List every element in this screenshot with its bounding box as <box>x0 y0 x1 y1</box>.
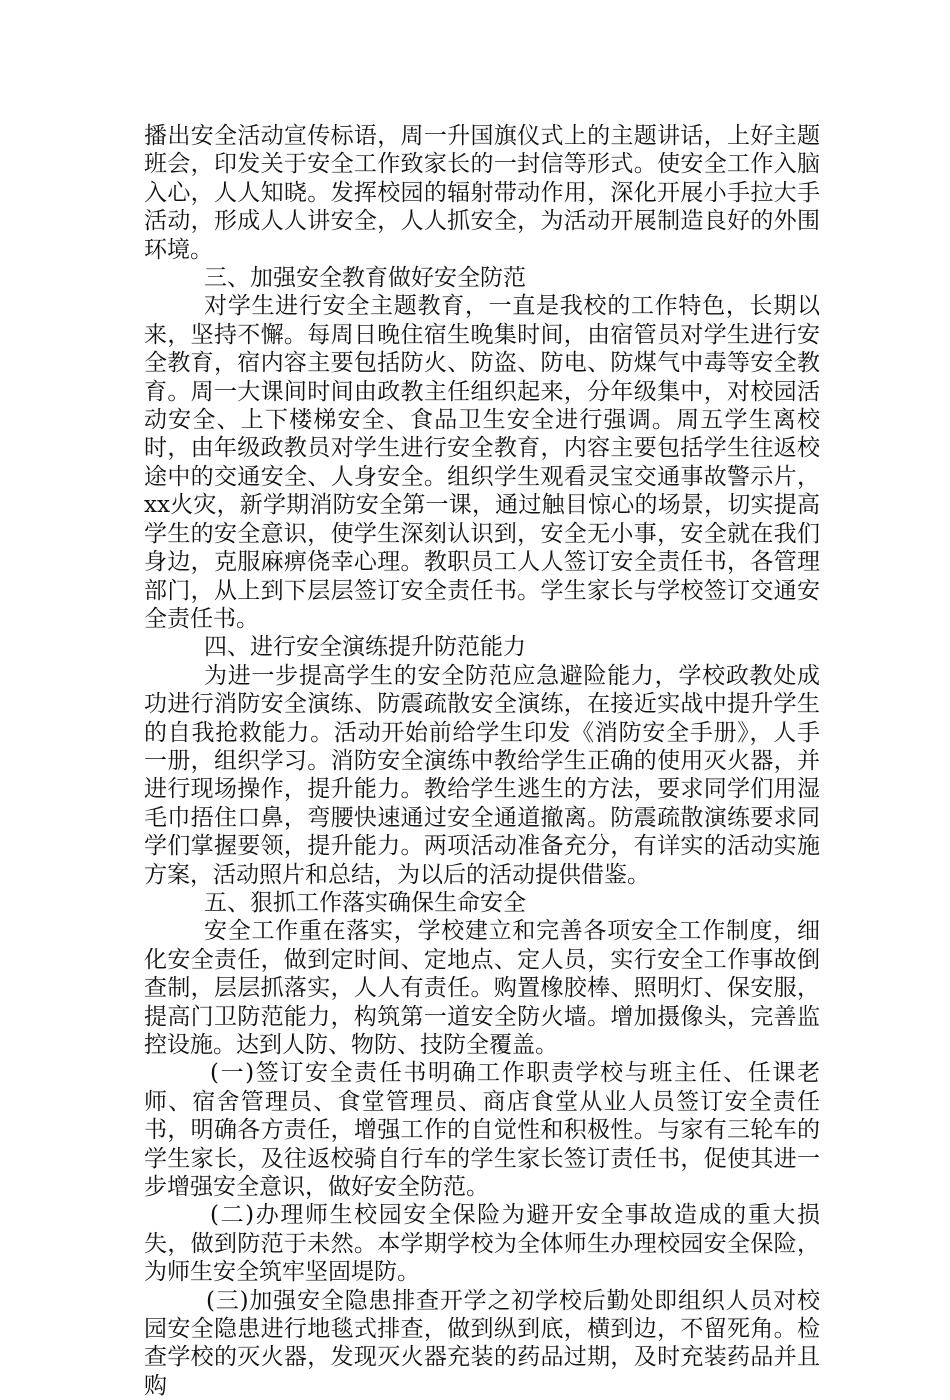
paragraph-section-4: 为进一步提高学生的安全防范应急避险能力，学校政教处成功进行消防安全演练、防震疏散安全演练，在接近实战中提升学生的自我抢救能力。活动开始前给学生印发《消防安全手册》，人手一册，组织学习。消防安全演练中教给学生正确的使用灭火器，并进行现场操作，提升能力。教给学生逃生的方法，要求同学们用湿毛巾捂住口鼻，弯腰快速通过安全通道撤离。防震疏散演练要求同学们掌握要领，提升能力。两项活动准备充分，有详实的活动实施方案，活动照片和总结，为以后的活动提供借鉴。 <box>144 662 820 888</box>
paragraph-intro: 播出安全活动宣传标语，周一升国旗仪式上的主题讲话，上好主题班会，印发关于安全工作致家长的一封信等形式。使安全工作入脑入心，人人知晓。发挥校园的辐射带动作用，深化开展小手拉大手活动，形成人人讲安全，人人抓安全，为活动开展制造良好的外围环境。 <box>144 123 820 263</box>
document-body <box>144 122 820 1400</box>
paragraph-subsection-3: (三)加强安全隐患排查开学之初学校后勤处即组织人员对校园安全隐患进行地毯式排查，做到纵到底，横到边，不留死角。检查学校的灭火器，发现灭火器充装的药品过期，及时充装药品并且购 <box>144 1287 820 1399</box>
section-heading-3: 三、加强安全教育做好安全防范 <box>204 265 526 292</box>
paragraph-subsection-2: (二)办理师生校园安全保险为避开安全事故造成的重大损失，做到防范于未然。本学期学校为全体师生办理校园安全保险，为师生安全筑牢坚固堤防。 <box>144 1202 820 1286</box>
section-heading-4: 四、进行安全演练提升防范能力 <box>204 634 526 661</box>
paragraph-section-3: 对学生进行安全主题教育，一直是我校的工作特色，长期以来，坚持不懈。每周日晚住宿生晚集时间，由宿管员对学生进行安全教育，宿内容主要包括防火、防盗、防电、防煤气中毒等安全教育。周一大课间时间由政教主任组织起来，分年级集中，对校园活动安全、上下楼梯安全、食品卫生安全进行强调。周五学生离校时，由年级政教员对学生进行安全教育，内容主要包括学生往返校途中的交通安全、人身安全。组织学生观看灵宝交通事故警示片，xx火灾，新学期消防安全第一课，通过触目惊心的场景，切实提高学生的安全意识，使学生深刻认识到，安全无小事，安全就在我们身边，克服麻痹侥幸心理。教职员工人人签订安全责任书，各管理部门，从上到下层层签订安全责任书。学生家长与学校签订交通安全责任书。 <box>144 293 820 632</box>
paragraph-subsection-1: (一)签订安全责任书明确工作职责学校与班主任、任课老师、宿舍管理员、食堂管理员、商店食堂从业人员签订安全责任书，明确各方责任，增强工作的自觉性和积极性。与家有三轮车的学生家长，及往返校骑自行车的学生家长签订责任书，促使其进一步增强安全意识，做好安全防范。 <box>144 1060 820 1201</box>
section-heading-5: 五、狠抓工作落实确保生命安全 <box>204 889 526 916</box>
paragraph-section-5: 安全工作重在落实，学校建立和完善各项安全工作制度，细化安全责任，做到定时间、定地点、定人员，实行安全工作事故倒查制，层层抓落实，人人有责任。购置橡胶棒、照明灯、保安服，提高门卫防范能力，构筑第一道安全防火墙。增加摄像头，完善监控设施。达到人防、物防、技防全覆盖。 <box>144 918 820 1058</box>
